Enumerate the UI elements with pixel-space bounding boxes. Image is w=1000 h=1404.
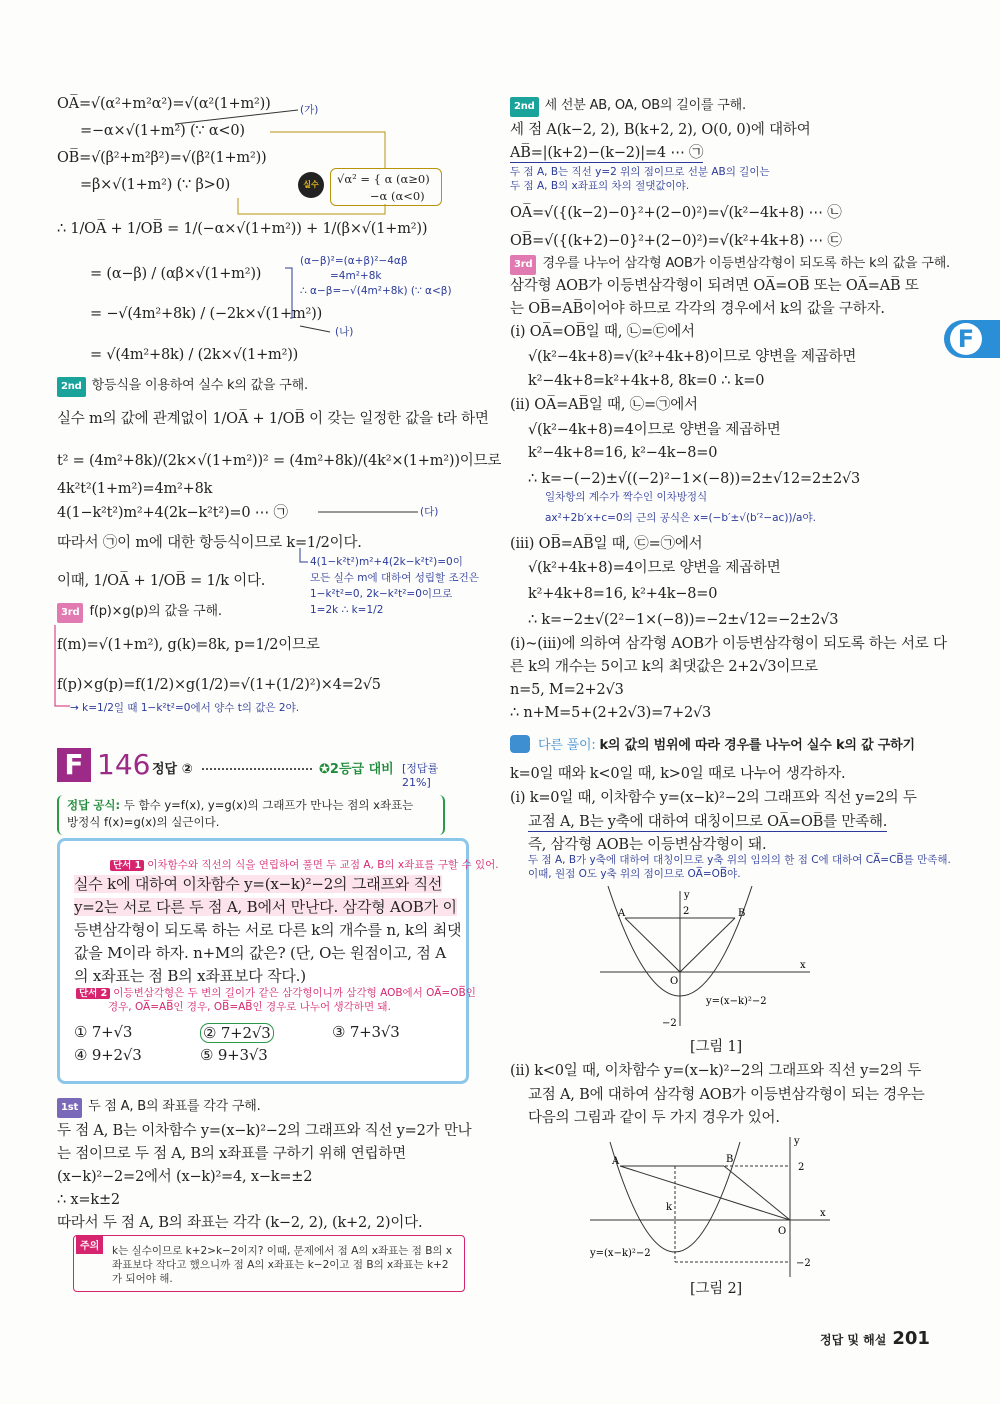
solution-line: f(m)=√(1+m²), g(k)=8k, p=1/2이므로 — [57, 637, 320, 653]
label-k: k — [666, 1202, 673, 1213]
text-line: 세 점 A(k−2, 2), B(k+2, 2), O(0, 0)에 대하여 — [510, 122, 811, 138]
step-heading — [57, 603, 222, 623]
label-y: y — [794, 1136, 800, 1147]
solution-line: =−α×√(1+m²) (∵ α<0) — [80, 123, 245, 139]
step-badge: 3rd — [510, 255, 536, 275]
text-line: 교점 A, B는 y축에 대하여 대칭이므로 OA̅=OB̅를 만족해. — [528, 814, 888, 830]
label-ga: (가) — [300, 104, 319, 116]
label-y: y — [684, 890, 690, 901]
leader-dots — [202, 768, 312, 770]
note-line: ax²+2b′x+c=0의 근의 공식은 x=(−b′±√(b′²−ac))/a야. — [545, 512, 816, 524]
label-2: 2 — [798, 1162, 805, 1173]
solution-line: 4(1−k²t²)m²+4(2k−k²t²)=0 ⋯ ㉠ — [57, 505, 288, 521]
label-a: A — [612, 1156, 620, 1167]
text-line: ∴ k=−2±√(2²−1×(−8))=−2±√12=−2±2√3 — [528, 612, 839, 628]
text-line: 다음의 그림과 같이 두 가지 경우가 있어. — [528, 1110, 780, 1126]
text-line: k²+4k+8=16, k²+4k−8=0 — [528, 586, 718, 602]
solution-line: (x−k)²−2=2에서 (x−k)²=4, x−k=±2 — [57, 1169, 313, 1185]
text-line: k²−4k+8=16, k²−4k−8=0 — [528, 445, 718, 461]
text-line: 교점 A, B에 대하여 삼각형 AOB가 이등변삼각형이 되는 경우는 — [528, 1087, 925, 1103]
hint-1 — [110, 859, 499, 872]
note-line: 일차항의 계수가 짝수인 이차방정식 — [545, 491, 708, 503]
note-line: 4(1−k²t²)m²+4(2k−k²t²)=0이 — [310, 556, 463, 568]
step-heading — [57, 377, 308, 397]
caution-text: k는 실수이므로 k+2>k−2이지? 이때, 문제에서 점 A의 x좌표는 점 B의 x좌표보다 작다고 했으니까 점 A의 x좌표는 k−2이고 점 B의 x좌표는 k+2가 되어야 해. — [112, 1245, 453, 1285]
alternative-solution-icon — [510, 735, 530, 753]
step-title: 두 점 A, B의 좌표를 각각 구해. — [88, 1099, 261, 1114]
label-x: x — [800, 960, 806, 971]
problem-header — [57, 748, 467, 789]
step-title: 세 선분 AB, OA, OB의 길이를 구해. — [544, 98, 746, 113]
page-number: 201 — [892, 1328, 930, 1349]
solution-line: 두 점 A, B는 이차함수 y=(x−k)²−2의 그래프와 직선 y=2가 만나 — [57, 1123, 472, 1139]
note-line: 두 점 A, B가 y축에 대하여 대칭이므로 y축 위의 임의의 한 점 C에 대하여 CA̅=CB̅를 만족해. — [528, 854, 951, 866]
difficulty-badge: F — [57, 748, 91, 782]
note-line: 모든 실수 m에 대하여 성립할 조건은 — [310, 572, 479, 584]
note-line: =4m²+8k — [330, 270, 382, 282]
text-line: √(k²−4k+8)=√(k²+4k+8)이므로 양변을 제곱하면 — [528, 349, 857, 365]
triangle-aob — [620, 1166, 790, 1220]
solution-line: 실수 m의 값에 관계없이 1/OA̅ + 1/OB̅ 이 갖는 일정한 값을 t라 하면 — [57, 411, 489, 427]
label-neg2: −2 — [662, 1018, 677, 1029]
section-tab-letter: F — [950, 323, 982, 355]
label-o: O — [670, 976, 679, 987]
text-line: OA̅=√({(k−2)−0}²+(2−0)²)=√(k²−4k+8) ⋯ ㉡ — [510, 205, 842, 221]
note-line: 두 점 A, B는 직선 y=2 위의 점이므로 선분 AB의 길이는 — [510, 166, 770, 178]
problem-box — [57, 838, 499, 1084]
text-line: k=0일 때와 k<0일 때, k>0일 때로 나누어 생각하자. — [510, 766, 846, 782]
choice-2-selected[interactable]: ② 7+2√3 — [200, 1023, 274, 1043]
solution-line: 따라서 두 점 A, B의 좌표는 각각 (k−2, 2), (k+2, 2)이다. — [57, 1215, 423, 1231]
label-x: x — [820, 1208, 826, 1219]
note-line: 두 점 A, B의 x좌표의 차의 절댓값이야. — [510, 180, 690, 192]
note-line: → k=1/2일 때 1−k²t²=0에서 양수 t의 값은 2야. — [70, 702, 300, 714]
hint-text: 경우, OA̅=AB̅인 경우, OB̅=AB̅인 경우로 나누어 생각하면 돼. — [108, 1001, 391, 1013]
label-na: (나) — [335, 326, 354, 338]
hint-text: 이차함수와 직선의 식을 연립하여 풀면 두 교점 A, B의 x좌표를 구할 수 있어. — [147, 859, 499, 871]
text-line: 즉, 삼각형 AOB는 이등변삼각형이 돼. — [528, 837, 767, 853]
step-badge: 1st — [57, 1098, 82, 1118]
text-line: (iii) OB̅=AB̅일 때, ㉢=㉠에서 — [510, 536, 703, 552]
text-line: k²−4k+8=k²+4k+8, 8k=0 ∴ k=0 — [528, 373, 765, 389]
answer-formula-box — [57, 795, 445, 835]
step-heading — [510, 97, 746, 117]
alt-solution-heading — [538, 737, 915, 755]
hint-text: 이등변삼각형은 두 변의 길이가 같은 삼각형이니까 삼각형 AOB에서 OA̅=OB̅인 — [113, 987, 476, 999]
correct-rate: [정답률 21%] — [402, 762, 439, 789]
text-line: √(k²+4k+8)=4이므로 양변을 제곱하면 — [528, 560, 781, 576]
choice-4[interactable]: ④ 9+2√3 — [74, 1046, 142, 1064]
mistake-line: −α (α<0) — [337, 189, 425, 203]
text-line: n=5, M=2+2√3 — [510, 682, 624, 698]
problem-line: 의 x좌표는 점 B의 x좌표보다 작다.) — [74, 967, 306, 985]
mistake-warning-icon: 실수 — [298, 172, 324, 198]
text-line: (i) OA̅=OB̅일 때, ㉡=㉢에서 — [510, 324, 695, 340]
formula-text: 방정식 f(x)=g(x)의 실근이다. — [67, 815, 220, 829]
text-line: √(k²−4k+8)=4이므로 양변을 제곱하면 — [528, 422, 781, 438]
answer-label: 정답 ② — [152, 762, 193, 777]
text-line: (ii) k<0일 때, 이차함수 y=(x−k)²−2의 그래프와 직선 y=2의 두 — [510, 1063, 922, 1079]
solution-line: f(p)×g(p)=f(1/2)×g(1/2)=√(1+(1/2)²)×4=2√5 — [57, 677, 381, 693]
figure-1-caption: [그림 1] — [690, 1039, 742, 1055]
text-line: (i) k=0일 때, 이차함수 y=(x−k)²−2의 그래프와 직선 y=2의 두 — [510, 790, 917, 806]
page-footer — [820, 1328, 930, 1349]
alt-label: 다른 풀이: — [538, 738, 596, 753]
text-line: 삼각형 AOB가 이등변삼각형이 되려면 OA̅=OB̅ 또는 OA̅=AB̅ 또 — [510, 278, 919, 294]
solution-line: AB̅=|(k+2)−(k−2)|=4 ⋯ ㉠ — [510, 145, 704, 161]
alt-title: k의 값의 범위에 따라 경우를 나누어 실수 k의 값 구하기 — [599, 738, 915, 753]
problem-line: y=2는 서로 다른 두 점 A, B에서 만난다. 삼각형 AOB가 이 — [74, 898, 457, 916]
caution-label: 주의 — [76, 1235, 103, 1254]
step-title: f(p)×g(p)의 값을 구해. — [89, 604, 222, 619]
text-line: OB̅=√({(k+2)−0}²+(2−0)²)=√(k²+4k+8) ⋯ ㉢ — [510, 233, 842, 249]
label-a: A — [618, 908, 626, 919]
step-badge: 2nd — [57, 377, 86, 397]
text-line: 는 OB̅=AB̅이어야 하므로 각각의 경우에서 k의 값을 구하자. — [510, 301, 885, 317]
problem-number: 146 — [97, 748, 151, 781]
solution-line: 4k²t²(1+m²)=4m²+8k — [57, 481, 213, 497]
formula-label: 정답 공식: — [67, 798, 121, 812]
label-da: (다) — [420, 506, 439, 518]
step-heading — [510, 255, 950, 275]
step-badge: 3rd — [57, 603, 83, 623]
figure-2-graph — [590, 1132, 830, 1282]
text-line: ∴ n+M=5+(2+2√3)=7+2√3 — [510, 705, 712, 721]
text-line: ∴ k=−(−2)±√((−2)²−1×(−8))=2±√12=2±2√3 — [528, 471, 861, 487]
note-line: 1−k²t²=0, 2k−k²t²=0이므로 — [310, 588, 453, 600]
choice-3[interactable]: ③ 7+3√3 — [332, 1023, 400, 1041]
step-badge: 2nd — [510, 97, 539, 117]
figure-1-graph — [600, 886, 820, 1036]
footer-label: 정답 및 해설 — [820, 1333, 887, 1347]
label-o: O — [778, 1226, 787, 1237]
solution-line: = √(4m²+8k) / (2k×√(1+m²)) — [90, 347, 299, 363]
label-neg2: −2 — [796, 1258, 811, 1269]
text-line: (ii) OA̅=AB̅일 때, ㉡=㉠에서 — [510, 397, 698, 413]
caution-box — [73, 1235, 465, 1292]
figure-2-caption: [그림 2] — [690, 1281, 742, 1297]
solution-line: = (α−β) / (αβ×√(1+m²)) — [90, 266, 262, 282]
note-line: ∴ α−β=−√(4m²+8k) (∵ α<β) — [300, 285, 452, 297]
step-heading — [57, 1098, 261, 1118]
solution-line: ∴ x=k±2 — [57, 1192, 120, 1208]
note-line: 1=2k ∴ k=1/2 — [310, 604, 384, 616]
curve-label: y=(x−k)²−2 — [706, 996, 767, 1007]
solution-line: = −√(4m²+8k) / (−2k×√(1+m²)) — [90, 306, 323, 322]
solution-line: 이때, 1/OA̅ + 1/OB̅ = 1/k 이다. — [57, 573, 266, 589]
problem-line: 실수 k에 대하여 이차함수 y=(x−k)²−2의 그래프와 직선 — [74, 875, 443, 893]
hint-tag: 단서 1 — [110, 860, 144, 871]
solution-line: ∴ 1/OA̅ + 1/OB̅ = 1/(−α×√(1+m²)) + 1/(β×√(1+m²)) — [57, 221, 428, 237]
problem-line: 값을 M이라 하자. n+M의 값은? (단, O는 원점이고, 점 A — [74, 944, 446, 962]
step-title: 경우를 나누어 삼각형 AOB가 이등변삼각형이 되도록 하는 k의 값을 구해. — [542, 256, 950, 271]
solution-line: OA̅=√(α²+m²α²)=√(α²(1+m²)) — [57, 96, 271, 112]
choice-1[interactable]: ① 7+√3 — [74, 1023, 133, 1041]
text-line: (i)~(iii)에 의하여 삼각형 AOB가 이등변삼각형이 되도록 하는 서로 다 — [510, 636, 947, 652]
label-b: B — [738, 908, 746, 919]
label-b: B — [726, 1154, 734, 1165]
choice-5[interactable]: ⑤ 9+3√3 — [200, 1046, 268, 1064]
solution-line: =β×√(1+m²) (∵ β>0) — [80, 177, 231, 193]
solution-line: t² = (4m²+8k)/(2k×√(1+m²))² = (4m²+8k)/(4k²×(1+m²))이므로 — [57, 453, 502, 469]
label-2: 2 — [683, 906, 690, 917]
solution-line: OB̅=√(β²+m²β²)=√(β²(1+m²)) — [57, 150, 267, 166]
hint-2 — [76, 987, 476, 1000]
mistake-line: √α² = { α (α≥0) — [337, 172, 430, 186]
note-line: 이때, 원점 O도 y축 위의 점이므로 OA̅=OB̅야. — [528, 868, 741, 880]
text-line: 른 k의 개수는 5이고 k의 최댓값은 2+2√3이므로 — [510, 659, 818, 675]
formula-text: 두 함수 y=f(x), y=g(x)의 그래프가 만나는 점의 x좌표는 — [123, 798, 414, 812]
problem-line: 등변삼각형이 되도록 하는 서로 다른 k의 개수를 n, k의 최댓 — [74, 921, 462, 939]
curve-label: y=(x−k)²−2 — [590, 1248, 651, 1259]
note-line: (α−β)²=(α+β)²−4αβ — [300, 255, 408, 267]
solution-line: 는 점이므로 두 점 A, B의 x좌표를 구하기 위해 연립하면 — [57, 1146, 406, 1162]
hint-tag: 단서 2 — [76, 988, 110, 999]
solution-line: 따라서 ㉠이 m에 대한 항등식이므로 k=1/2이다. — [57, 535, 362, 551]
step-title: 항등식을 이용하여 실수 k의 값을 구해. — [91, 378, 308, 393]
grade-label: ✪2등급 대비 — [319, 762, 394, 777]
